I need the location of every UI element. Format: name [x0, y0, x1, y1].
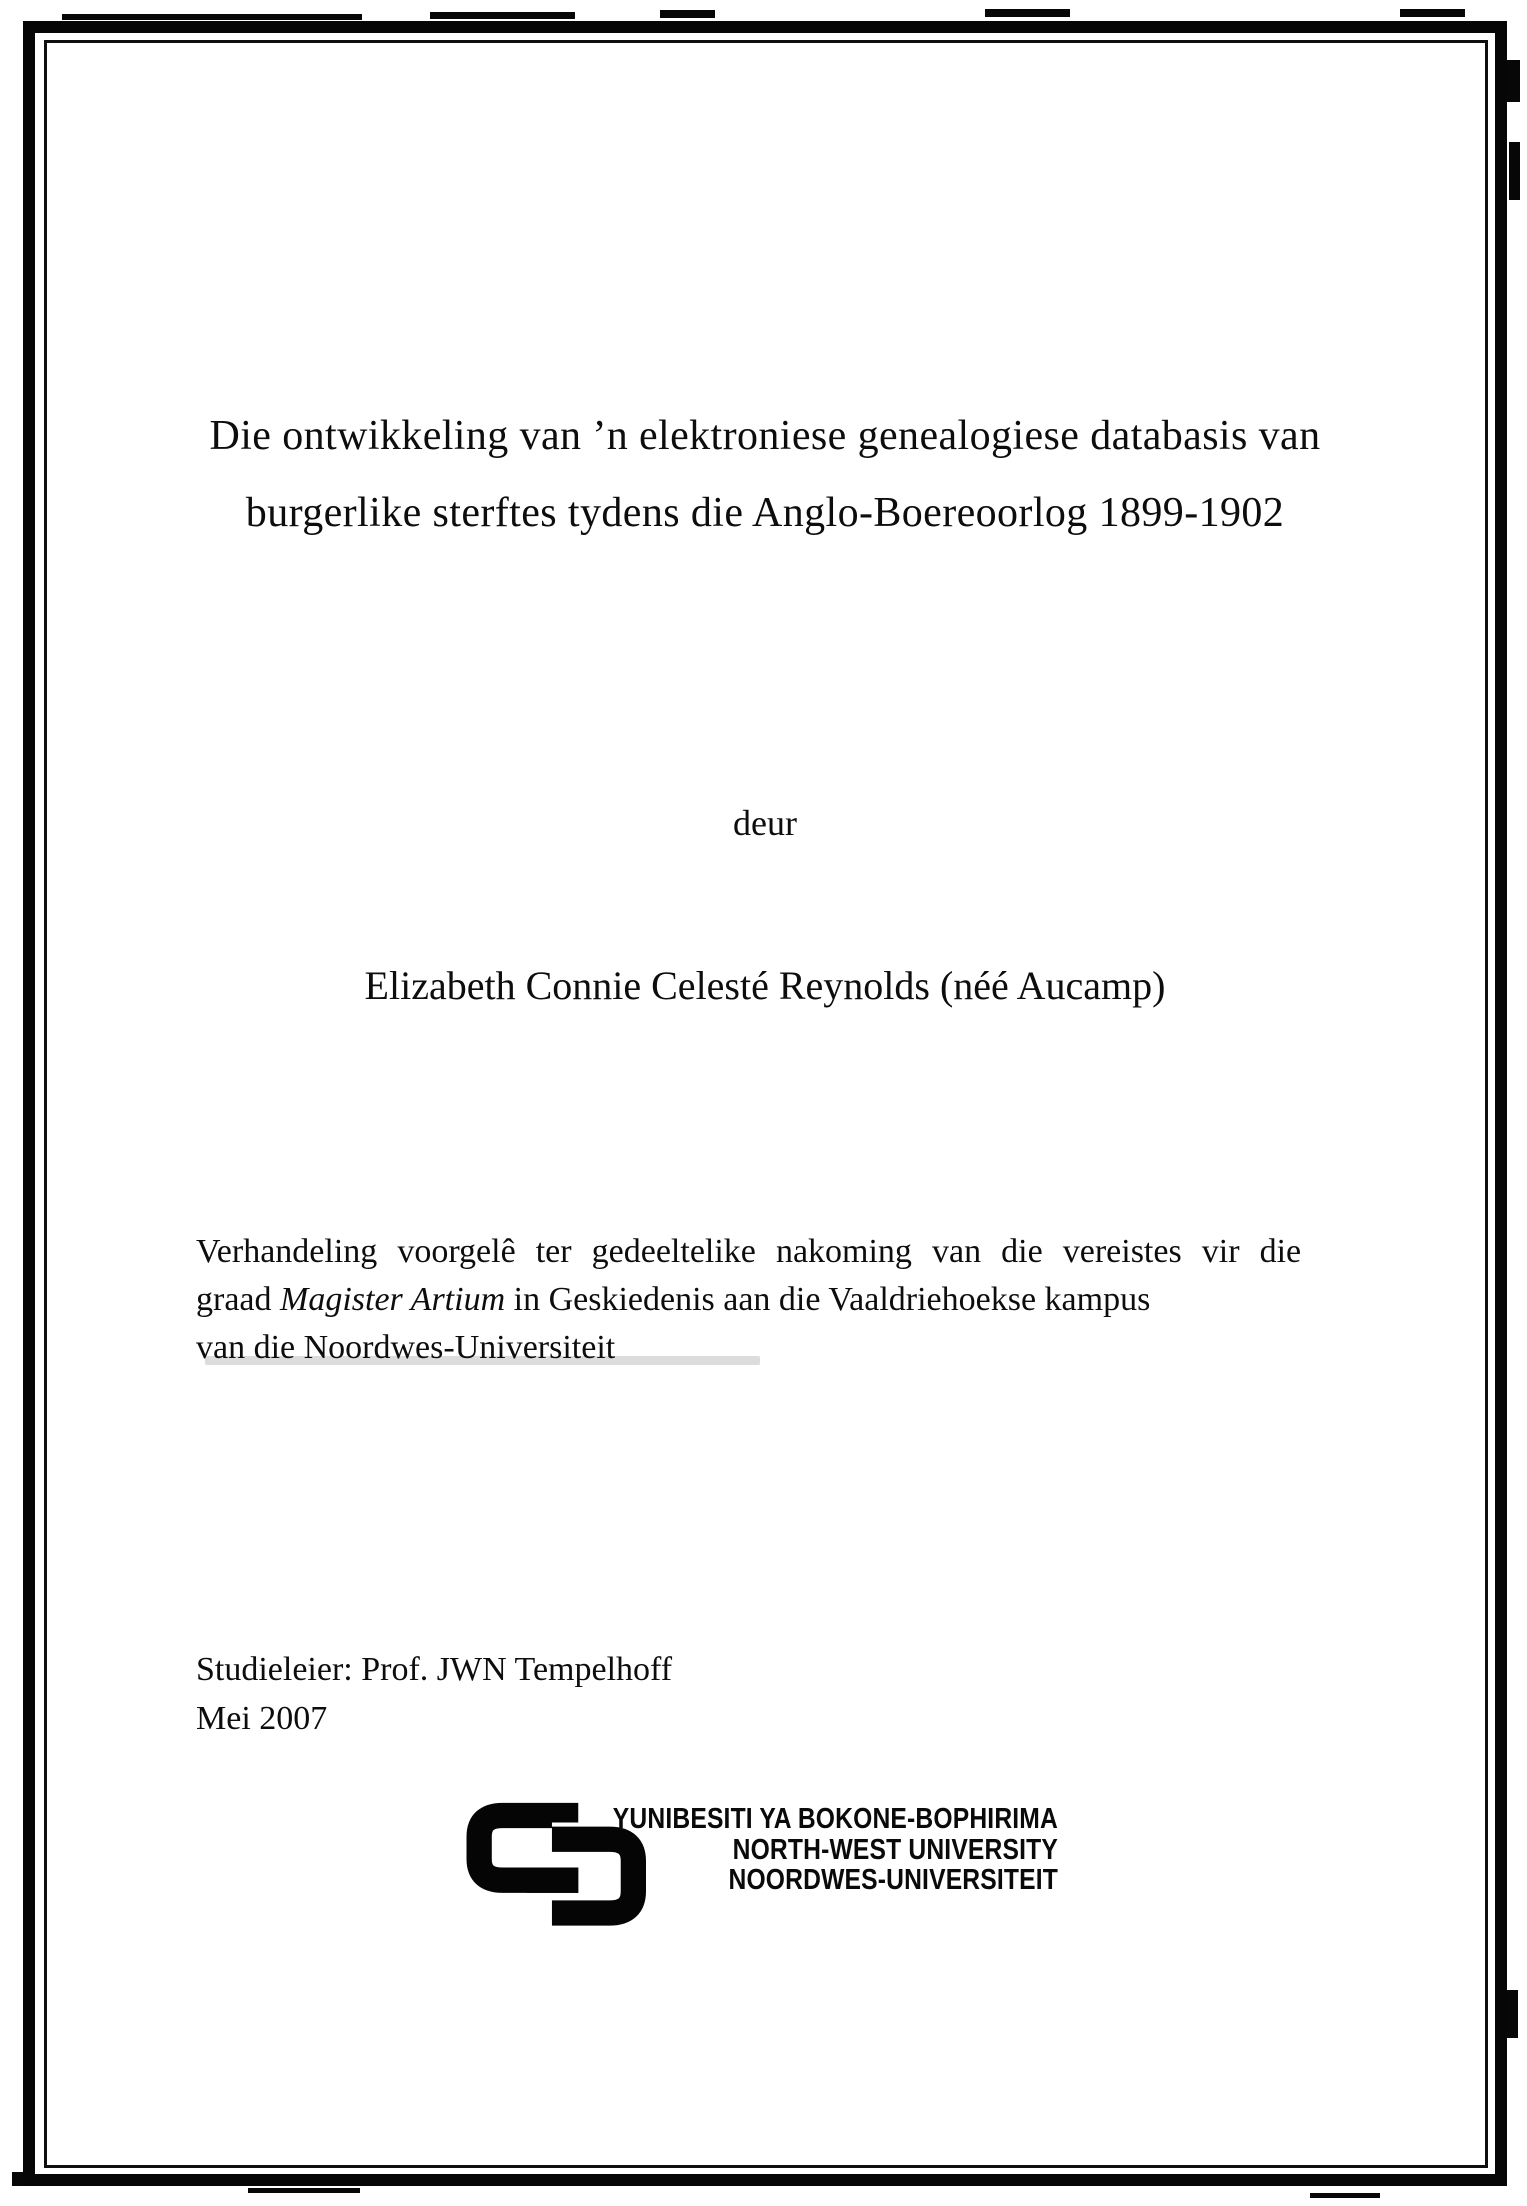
- byline-deur: deur: [733, 803, 797, 843]
- degree-statement-line1: Verhandeling voorgelê ter gedeeltelike nakoming van die vereistes vir die: [196, 1233, 1302, 1270]
- university-wordmark-line3: NOORDWES-UNIVERSITEIT: [728, 1864, 1058, 1896]
- supervisor-block: [196, 1645, 672, 1743]
- scan-artifact: [1400, 9, 1465, 17]
- scan-artifact: [660, 10, 715, 18]
- scan-artifact: [62, 14, 362, 20]
- university-wordmark-line1: YUNIBESITI YA BOKONE-BOPHIRIMA: [612, 1803, 1058, 1835]
- degree-statement-line3: van die Noordwes-Universiteit: [196, 1329, 616, 1366]
- scan-artifact: [985, 9, 1070, 17]
- scan-artifact: [1509, 142, 1520, 200]
- degree-statement-line2: [196, 1276, 1361, 1324]
- degree-statement: [196, 1228, 1361, 1372]
- scan-artifact: [430, 12, 575, 19]
- thesis-title-line2: burgerlike sterftes tydens die Anglo-Boereoorlog 1899-1902: [245, 490, 1285, 536]
- degree-statement-line2-pre: graad: [196, 1281, 281, 1318]
- degree-statement-line2-post: in Geskiedenis aan die Vaaldriehoekse kampus: [505, 1281, 1151, 1318]
- university-wordmark-line2: NORTH-WEST UNIVERSITY: [732, 1833, 1058, 1866]
- supervisor-line: Studieleier: Prof. JWN Tempelhoff: [196, 1651, 673, 1688]
- scan-artifact: [248, 2188, 360, 2193]
- date-line: Mei 2007: [196, 1700, 328, 1737]
- scan-artifact: [1310, 2193, 1380, 2198]
- thesis-title: [75, 398, 1455, 552]
- scan-artifact: [1507, 60, 1520, 102]
- author-name: Elizabeth Connie Celesté Reynolds (néé Aucamp): [364, 963, 1166, 1008]
- degree-name-italic: Magister Artium: [280, 1281, 506, 1318]
- thesis-title-line1: Die ontwikkeling van ’n elektroniese genealogiese databasis van: [209, 413, 1321, 459]
- university-wordmark: [594, 1804, 1058, 1896]
